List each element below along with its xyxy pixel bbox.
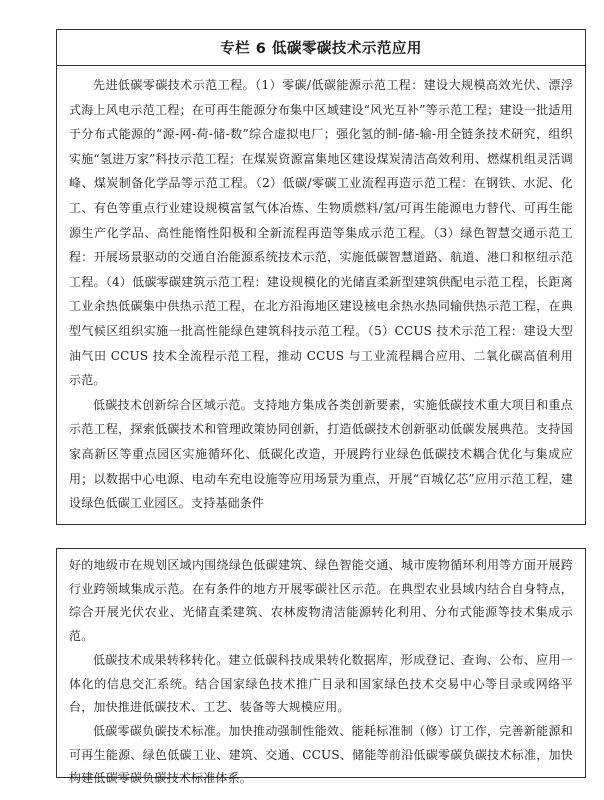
paragraph-tech-standards: 低碳零碳负碳技术标准。加快推动强制性能效、能耗标准制（修）订工作，完善新能源和可再生能源、绿色低碳工业、建筑、交通、CCUS、储能等前沿低碳零碳负碳技术标准，加快构建低碳零碳负碳技术标准体系。 [69,723,573,786]
column-box-continued [56,548,586,786]
paragraph-demo-projects: 先进低碳零碳技术示范工程。（1）零碳/低碳能源示范工程：建设大规模高效光伏、漂浮式海上风电示范工程；在可再生能源分布集中区域建设“风光互补”等示范工程；建设一批适用于分布式能源的“源-网-荷-储-数”综合虚拟电厂；强化氢的制-储-输-用全链条技术研究，组织实施“氢进万家”科技示范工程；在煤炭资源富集地区建设煤炭清洁高效利用、燃煤机组灵活调峰、煤炭制备化学品等示范工程。（2）低碳/零碳工业流程再造示范工程：在钢铁、水泥、化工、有色等重点行业建设规模富氢气体冶炼、生物质燃料/氢/可再生能源电力替代、可再生能源生产化学品、高性能惰性阳极和全新流程再造等集成示范工程。（3）绿色智慧交通示范工程：开展场景驱动的交通自治能源系统技术示范，实施低碳智慧道路、航道、港口和枢纽示范工程。（4）低碳零碳建筑示范工程：建设规模化的光储直柔新型建筑供配电示范工程，长距离工业余热低碳集中供热示范工程，在北方沿海地区建设核电余热水热同输供热示范工程，在典型气候区组织实施一批高性能绿色建筑科技示范工程。（5）CCUS 技术示范工程：建设大型油气田 CCUS 技术全流程示范工程，推动 CCUS 与工业流程耦合应用、二氧化碳高值利用示范。 [69,78,573,388]
paragraph-regional-demo-cont: 好的地级市在规划区域内围绕绿色低碳建筑、绿色智能交通、城市废物循环利用等方面开展跨行业跨领域集成示范。在有条件的地方开展零碳社区示范。在典型农业县域内结合自身特点，综合开展光伏农业、光储直柔建筑、农林废物清洁能源转化利用、分布式能源等技术集成示范。 [69,558,573,644]
column-body-continued [57,549,585,791]
paragraph-regional-demo: 低碳技术创新综合区域示范。支持地方集成各类创新要素，实施低碳技术重大项目和重点示范工程，探索低碳技术和管理政策协同创新，打造低碳技术创新驱动低碳发展典范。支持国家高新区等重点园区实施循环化、低碳化改造，开展跨行业绿色低碳技术耦合优化与集成应用；以数据中心电源、电动车充电设施等应用场景为重点，开展“百城亿芯”应用示范工程，建设绿色低碳工业园区。支持基础条件 [69,397,573,511]
paragraph-tech-transfer: 低碳技术成果转移转化。建立低碳科技成果转化数据库，形成登记、查询、公布、应用一体化的信息交汇系统。结合国家绿色技术推广目录和国家绿色技术交易中心等目录或网络平台，加快推进低碳技术、工艺、装备等大规模应用。 [69,652,573,715]
column-body [57,66,585,516]
column-title: 专栏 6 低碳零碳技术示范应用 [57,30,585,66]
column-box-main [56,29,586,525]
